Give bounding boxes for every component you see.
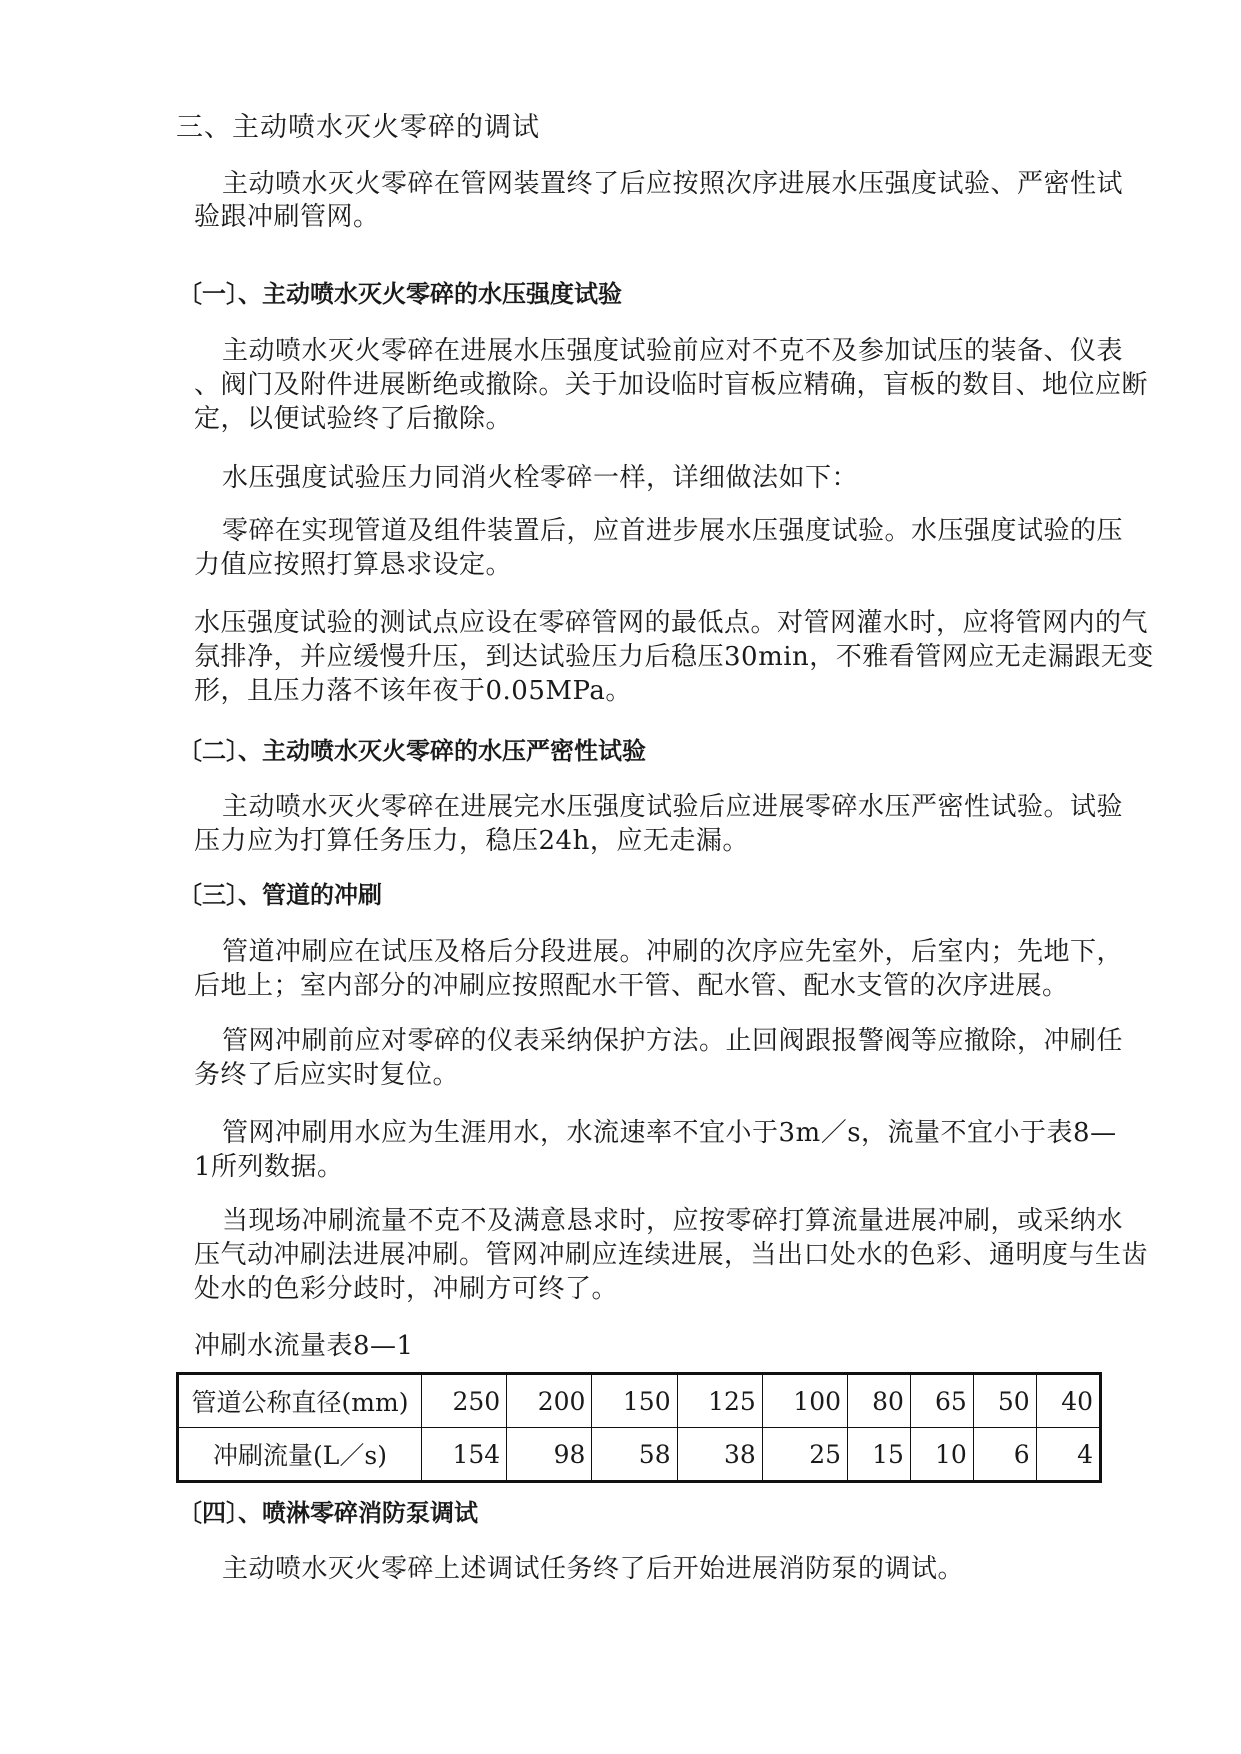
intro-line-1: 主动喷水灭火零碎在管网装置终了后应按照次序进展水压强度试验、严密性试: [222, 169, 1124, 199]
s2-p1-line-2: 压力应为打算任务压力，稳压24h，应无走漏。: [194, 826, 749, 856]
s4-p1: 主动喷水灭火零碎上述调试任务终了后开始进展消防泵的调试。: [222, 1554, 965, 1584]
table-cell: 250: [422, 1374, 507, 1428]
row-label-diameter: 管道公称直径(mm): [178, 1374, 422, 1428]
table-cell: 38: [677, 1428, 762, 1482]
s3-p4-line-1: 当现场冲刷流量不克不及满意恳求时，应按零碎打算流量进展冲刷，或采纳水: [222, 1206, 1124, 1236]
flow-table: [176, 1372, 1102, 1483]
table-row: [178, 1374, 1101, 1428]
table-cell: 200: [507, 1374, 592, 1428]
s3-p1-line-2: 后地上；室内部分的冲刷应按照配水干管、配水管、配水支管的次序进展。: [194, 971, 1069, 1001]
table-cell: 100: [762, 1374, 847, 1428]
s1-p1-line-1: 主动喷水灭火零碎在进展水压强度试验前应对不克不及参加试压的装备、仪表: [222, 336, 1124, 366]
table-cell: 15: [848, 1428, 911, 1482]
table-cell: 40: [1036, 1374, 1100, 1428]
table-cell: 150: [592, 1374, 677, 1428]
s1-p4-line-3: 形，且压力落不该年夜于0.05MPa。: [194, 676, 632, 706]
s3-p4-line-3: 处水的色彩分歧时，冲刷方可终了。: [194, 1274, 619, 1304]
table-cell: 10: [910, 1428, 973, 1482]
s3-p1-line-1: 管道冲刷应在试压及格后分段进展。冲刷的次序应先室外，后室内；先地下，: [222, 937, 1124, 967]
s1-p3-line-2: 力值应按照打算恳求设定。: [194, 550, 513, 580]
table-cell: 25: [762, 1428, 847, 1482]
s2-p1-line-1: 主动喷水灭火零碎在进展完水压强度试验后应进展零碎水压严密性试验。试验: [222, 792, 1124, 822]
table-cell: 125: [677, 1374, 762, 1428]
table-cell: 80: [848, 1374, 911, 1428]
table-cell: 58: [592, 1428, 677, 1482]
section-title: 三、主动喷水灭火零碎的调试: [176, 112, 540, 143]
heading-1: 〔一〕、主动喷水灭火零碎的水压强度试验: [178, 280, 622, 308]
heading-2: 〔二〕、主动喷水灭火零碎的水压严密性试验: [178, 737, 646, 765]
s1-p4-line-2: 氛排净，并应缓慢升压，到达试验压力后稳压30min，不雅看管网应无走漏跟无变: [194, 642, 1154, 672]
heading-4: 〔四〕、喷淋零碎消防泵调试: [178, 1499, 478, 1527]
s1-p2: 水压强度试验压力同消火栓零碎一样，详细做法如下：: [222, 463, 859, 493]
s3-p3-line-1: 管网冲刷用水应为生涯用水，水流速率不宜小于3m／s，流量不宜小于表8—: [222, 1118, 1117, 1148]
s1-p1-line-3: 定，以便试验终了后撤除。: [194, 404, 513, 434]
s3-p2-line-2: 务终了后应实时复位。: [194, 1060, 460, 1090]
table-cell: 6: [973, 1428, 1036, 1482]
table-caption: 冲刷水流量表8—1: [194, 1331, 414, 1361]
table-cell: 154: [422, 1428, 507, 1482]
table-cell: 98: [507, 1428, 592, 1482]
row-label-flow: 冲刷流量(L／s): [178, 1428, 422, 1482]
intro-line-2: 验跟冲刷管网。: [194, 202, 380, 232]
s1-p1-line-2: 、阀门及附件进展断绝或撤除。关于加设临时盲板应精确，盲板的数目、地位应断: [194, 370, 1149, 400]
table-cell: 65: [910, 1374, 973, 1428]
table-cell: 4: [1036, 1428, 1100, 1482]
table-cell: 50: [973, 1374, 1036, 1428]
s3-p4-line-2: 压气动冲刷法进展冲刷。管网冲刷应连续进展，当出口处水的色彩、通明度与生齿: [194, 1240, 1149, 1270]
table-row: [178, 1428, 1101, 1482]
s1-p3-line-1: 零碎在实现管道及组件装置后，应首进步展水压强度试验。水压强度试验的压: [222, 516, 1124, 546]
s3-p2-line-1: 管网冲刷前应对零碎的仪表采纳保护方法。止回阀跟报警阀等应撤除，冲刷任: [222, 1026, 1124, 1056]
s3-p3-line-2: 1所列数据。: [194, 1152, 344, 1182]
s1-p4-line-1: 水压强度试验的测试点应设在零碎管网的最低点。对管网灌水时，应将管网内的气: [194, 608, 1149, 638]
heading-3: 〔三〕、管道的冲刷: [178, 881, 382, 909]
